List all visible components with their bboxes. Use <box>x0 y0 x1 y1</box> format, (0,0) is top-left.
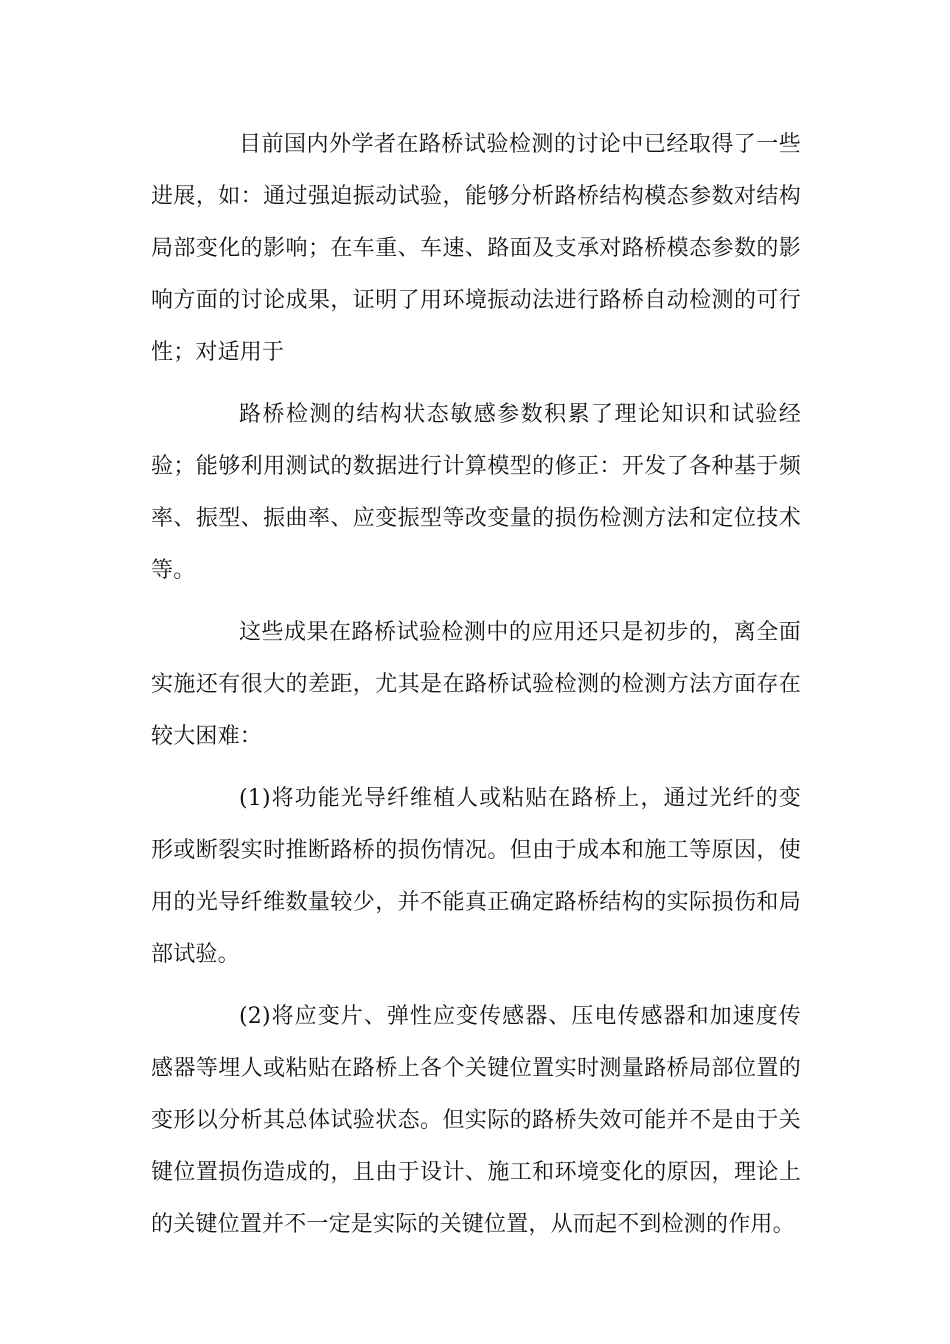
paragraph-difficulties: 这些成果在路桥试验检测中的应用还只是初步的，离全面实施还有很大的差距，尤其是在路桥试验检测的检测方法方面存在较大困难： <box>151 620 801 749</box>
document-body <box>151 119 801 1261</box>
paragraph-sensitive-parameters: 路桥检测的结构状态敏感参数积累了理论知识和试验经验；能够利用测试的数据进行计算模型的修正：开发了各种基于频率、振型、振曲率、应变振型等改变量的损伤检测方法和定位技术等。 <box>151 402 801 583</box>
paragraph-sensor-method: (2)将应变片、弹性应变传感器、压电传感器和加速度传感器等埋人或粘贴在路桥上各个关键位置实时测量路桥局部位置的变形以分析其总体试验状态。但实际的路桥失效可能并不是由于关键位置损伤造成的，且由于设计、施工和环境变化的原因，理论上的关键位置并不一定是实际的关键位置，从而起不到检测的作用。 <box>151 1004 801 1237</box>
paragraph-optical-fiber-method: (1)将功能光导纤维植人或粘贴在路桥上，通过光纤的变形或断裂实时推断路桥的损伤情况。但由于成本和施工等原因，使用的光导纤维数量较少，并不能真正确定路桥结构的实际损伤和局部试验。 <box>151 786 801 967</box>
paragraph-research-progress: 目前国内外学者在路桥试验检测的讨论中已经取得了一些进展，如：通过强迫振动试验，能够分析路桥结构模态参数对结构局部变化的影响；在车重、车速、路面及支承对路桥模态参数的影响方面的讨论成果，证明了用环境振动法进行路桥自动检测的可行性；对适用于 <box>151 132 801 365</box>
